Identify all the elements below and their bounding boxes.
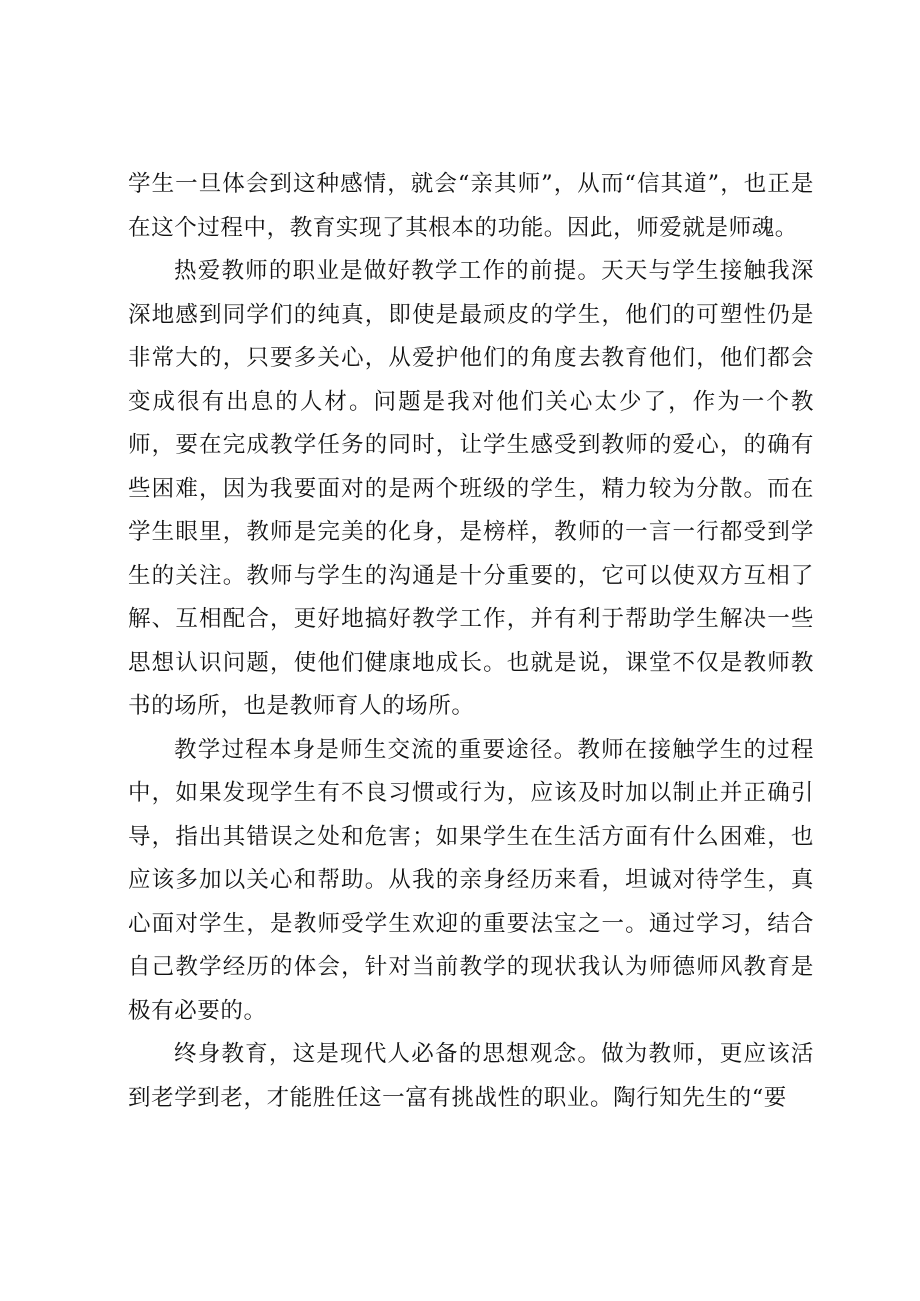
document-body [128, 163, 814, 1120]
paragraph-2: 热爱教师的职业是做好教学工作的前提。天天与学生接触我深深地感到同学们的纯真，即使是最顽皮的学生，他们的可塑性仍是非常大的，只要多关心，从爱护他们的角度去教育他们，他们都会变成很有出息的人材。问题是我对他们关心太少了，作为一个教师，要在完成教学任务的同时，让学生感受到教师的爱心，的确有些困难，因为我要面对的是两个班级的学生，精力较为分散。而在学生眼里，教师是完美的化身，是榜样，教师的一言一行都受到学生的关注。教师与学生的沟通是十分重要的，它可以使双方互相了解、互相配合，更好地搞好教学工作，并有利于帮助学生解决一些思想认识问题，使他们健康地成长。也就是说，课堂不仅是教师教书的场所，也是教师育人的场所。 [128, 258, 814, 719]
paragraph-1: 学生一旦体会到这种感情，就会“亲其师”，从而“信其道”，也正是在这个过程中，教育实现了其根本的功能。因此，师爱就是师魂。 [128, 171, 814, 241]
paragraph-4: 终身教育，这是现代人必备的思想观念。做为教师，更应该活到老学到老，才能胜任这一富有挑战性的职业。陶行知先生的“要 [128, 1041, 814, 1111]
paragraph-3: 教学过程本身是师生交流的重要途径。教师在接触学生的过程中，如果发现学生有不良习惯或行为，应该及时加以制止并正确引导，指出其错误之处和危害；如果学生在生活方面有什么困难，也应该多加以关心和帮助。从我的亲身经历来看，坦诚对待学生，真心面对学生，是教师受学生欢迎的重要法宝之一。通过学习，结合自己教学经历的体会，针对当前教学的现状我认为师德师风教育是极有必要的。 [128, 736, 814, 1024]
